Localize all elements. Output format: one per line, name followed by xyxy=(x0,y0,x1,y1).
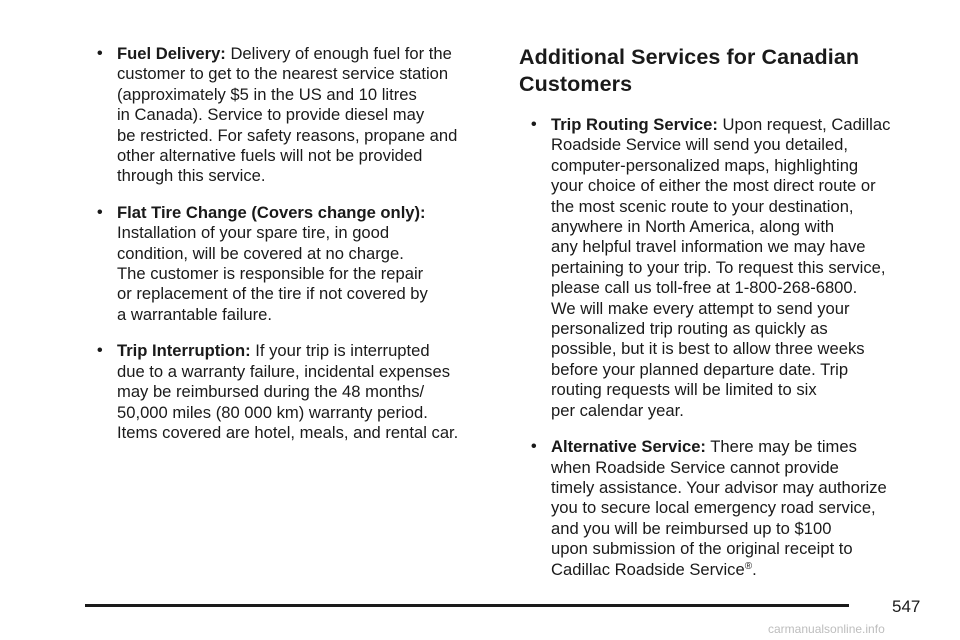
item-lead: Trip Routing Service: xyxy=(551,115,718,134)
bullet-icon: • xyxy=(97,342,103,360)
item-text: condition, will be covered at no charge. xyxy=(117,243,404,263)
page-number: 547 xyxy=(892,597,921,616)
item-text: and you will be reimbursed up to $100 xyxy=(551,518,832,538)
registered-mark: ® xyxy=(744,560,753,572)
item-text: through this service. xyxy=(117,166,266,186)
item-text: There may be times xyxy=(710,437,857,457)
item-text: (approximately $5 in the US and 10 litres xyxy=(117,84,417,104)
item-text: Cadillac Roadside Service xyxy=(551,559,745,579)
item-text: Upon request, Cadillac xyxy=(722,115,891,134)
heading-line-1: Additional Services for Canadian xyxy=(519,45,860,69)
item-text: pertaining to your trip. To request this service, xyxy=(551,257,886,277)
item-text: due to a warranty failure, incidental expenses xyxy=(117,361,450,381)
item-lead: Alternative Service: xyxy=(551,437,706,457)
item-text: in Canada). Service to provide diesel may xyxy=(117,105,425,125)
item-text: Delivery of enough fuel for the xyxy=(230,44,452,63)
bullet-icon: • xyxy=(97,45,103,62)
item-text: The customer is responsible for the repair xyxy=(117,264,424,284)
footer-rule xyxy=(85,604,849,607)
item-text: computer-personalized maps, highlighting xyxy=(551,155,859,175)
item-text: may be reimbursed during the 48 months/ xyxy=(117,382,425,402)
item-text: be restricted. For safety reasons, propane and xyxy=(117,125,458,145)
item-text: We will make every attempt to send your xyxy=(551,298,850,318)
item-text: personalized trip routing as quickly as xyxy=(551,319,828,339)
item-text: other alternative fuels will not be provided xyxy=(117,146,423,166)
item-text: before your planned departure date. Trip xyxy=(551,359,849,379)
item-lead: Flat Tire Change (Covers change only): xyxy=(117,202,426,222)
bullet-icon: • xyxy=(97,203,103,221)
item-lead: Fuel Delivery: xyxy=(117,44,226,63)
list-item-alternative-service xyxy=(531,437,929,580)
item-text: customer to get to the nearest service station xyxy=(117,64,449,84)
item-text: upon submission of the original receipt to xyxy=(551,539,853,559)
item-text: timely assistance. Your advisor may authorize xyxy=(551,477,887,497)
item-text: when Roadside Service cannot provide xyxy=(551,457,839,477)
list-item-fuel-delivery xyxy=(97,44,497,187)
bullet-icon: • xyxy=(531,116,537,133)
item-text: per calendar year. xyxy=(551,400,684,420)
item-lead: Trip Interruption: xyxy=(117,341,251,361)
watermark: carmanualsonline.info xyxy=(768,622,885,636)
phone-number-text: please call us toll-free at 1-800-268-6800. xyxy=(551,278,858,298)
item-text: the most scenic route to your destination, xyxy=(551,196,854,216)
item-text: you to secure local emergency road service, xyxy=(551,498,876,518)
item-text: routing requests will be limited to six xyxy=(551,380,817,400)
item-text: a warrantable failure. xyxy=(117,304,272,324)
item-text: If your trip is interrupted xyxy=(255,341,430,361)
heading-line-2: Customers xyxy=(519,72,633,96)
list-item-flat-tire-change xyxy=(97,203,497,325)
item-text: possible, but it is best to allow three weeks xyxy=(551,339,865,359)
item-text: Installation of your spare tire, in good xyxy=(117,223,390,243)
list-item-trip-interruption xyxy=(97,341,497,443)
item-text: 50,000 miles (80 000 km) warranty period. xyxy=(117,402,428,422)
bullet-icon: • xyxy=(531,438,537,456)
section-heading xyxy=(519,44,929,98)
item-text: or replacement of the tire if not covered by xyxy=(117,284,428,304)
item-text: any helpful travel information we may have xyxy=(551,237,866,257)
left-column xyxy=(97,44,497,459)
item-text: Roadside Service will send you detailed, xyxy=(551,135,849,155)
item-text: Items covered are hotel, meals, and rental car. xyxy=(117,422,459,442)
right-column xyxy=(519,44,929,596)
list-item-trip-routing-service xyxy=(531,115,929,421)
item-text: your choice of either the most direct route or xyxy=(551,176,876,196)
item-text: . xyxy=(752,559,757,579)
item-text: anywhere in North America, along with xyxy=(551,217,835,237)
